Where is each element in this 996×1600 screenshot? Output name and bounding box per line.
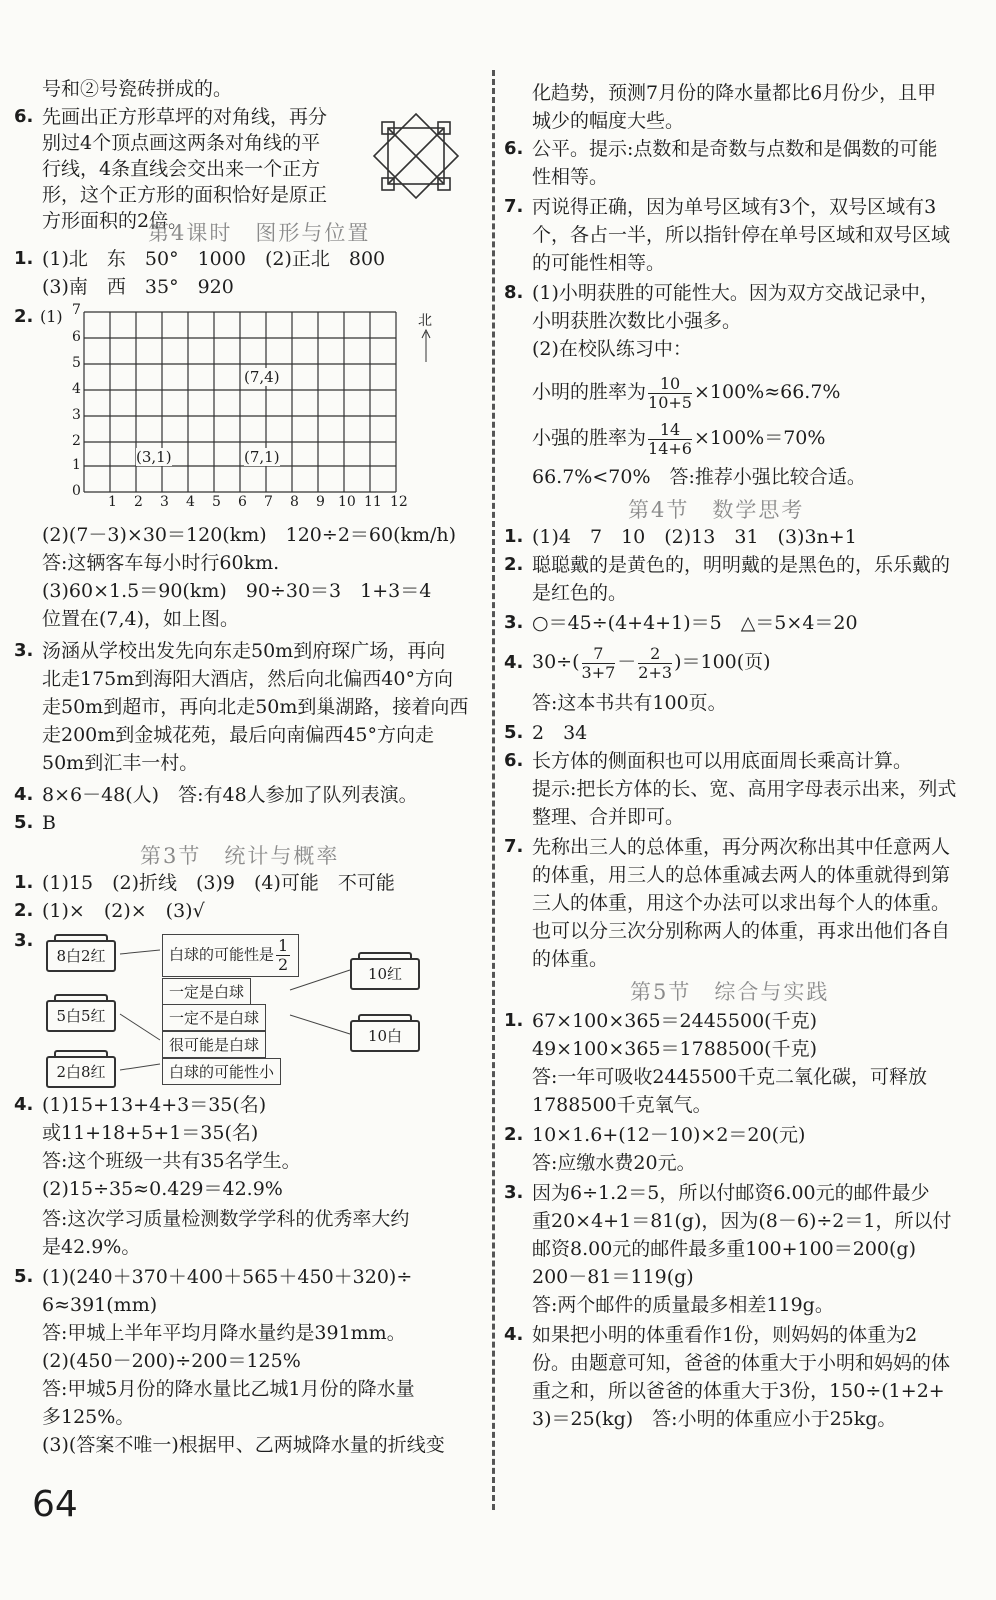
jar-2white-8red: 2白8红 <box>46 1056 116 1088</box>
d7-line: 三人的体重，用这个办法可以求出每个人的体重。 <box>532 892 951 914</box>
d4-post: )＝100(页) <box>674 651 771 673</box>
d3-number: 3. <box>504 612 524 633</box>
x-tick: 6 <box>238 494 247 510</box>
point-label: (3,1) <box>136 448 172 466</box>
heading-section-5: 第5节 综合与实践 <box>630 980 830 1004</box>
x-tick: 11 <box>364 494 382 510</box>
a3-number: 3. <box>14 640 34 661</box>
d7-number: 7. <box>504 836 524 857</box>
a2-line: (2)(7－3)×30＝120(km) 120÷2＝60(km/h) <box>42 524 457 546</box>
x-tick: 1 <box>108 494 117 510</box>
coordinate-grid <box>60 306 450 516</box>
e3-line: 重20×4+1＝81(g)，因为(8－6)÷2＝1，所以付 <box>532 1210 952 1232</box>
b5-line: (1)(240＋370＋400＋565＋450＋320)÷ <box>42 1266 413 1288</box>
y-tick: 4 <box>72 381 81 397</box>
x-tick: 4 <box>186 494 195 510</box>
option-half-text: 白球的可能性是 <box>169 945 275 964</box>
b3-number: 3. <box>14 930 34 951</box>
frac-den: 2 <box>278 955 289 974</box>
frac-num: 2 <box>638 645 672 664</box>
b1-number: 1. <box>14 872 34 893</box>
c8-winrate-qiang <box>532 418 825 458</box>
c8-a-post: ×100%≈66.7% <box>693 381 841 403</box>
heading-section-3: 第3节 统计与概率 <box>140 844 340 868</box>
a5-line: B <box>42 812 56 834</box>
y-tick: 6 <box>72 329 81 345</box>
a2-number: 2. <box>14 306 34 327</box>
y-tick: 0 <box>72 483 81 499</box>
option-half <box>162 934 299 977</box>
frac-num: 1 <box>278 936 289 955</box>
frac-den: 10+5 <box>648 392 692 412</box>
c8-conclusion: 66.7%<70% 答:推荐小强比较合适。 <box>532 466 866 488</box>
a2-label: (1) <box>40 307 63 326</box>
option-certain-white: 一定是白球 <box>162 978 251 1005</box>
a4-number: 4. <box>14 784 34 805</box>
fraction <box>582 645 616 682</box>
e4-line: 如果把小明的体重看作1份，则妈妈的体重为2 <box>532 1324 918 1346</box>
y-tick: 7 <box>72 302 81 318</box>
y-tick: 1 <box>72 457 81 473</box>
e3-line: 答:两个邮件的质量最多相差119g。 <box>532 1294 834 1316</box>
e4-line: 重之和，所以爸爸的体重大于3份，150÷(1+2+ <box>532 1380 945 1402</box>
jar-8white-2red: 8白2红 <box>46 940 116 972</box>
d6-number: 6. <box>504 750 524 771</box>
b4-line: (2)15÷35≈0.429＝42.9% <box>42 1178 283 1200</box>
a3-line: 走50m到超市，再向北走50m到巢湖路，接着向西 <box>42 696 469 718</box>
c7-line: 丙说得正确，因为单号区域有3个，双号区域有3 <box>532 196 937 218</box>
c8-line: (2)在校队练习中： <box>532 338 692 360</box>
d4-pre: 30÷( <box>532 651 580 673</box>
a1-line: (1)北 东 50° 1000 (2)正北 800 <box>42 248 386 270</box>
b4-line: 是42.9%。 <box>42 1236 141 1258</box>
q6-line: 先画出正方形草坪的对角线，再分 <box>42 106 328 128</box>
left-line-1: 号和②号瓷砖拼成的。 <box>42 78 233 100</box>
c8-b-post: ×100%＝70% <box>693 427 826 449</box>
frac-num: 7 <box>582 645 616 664</box>
e2-number: 2. <box>504 1124 524 1145</box>
fraction <box>638 645 672 682</box>
d7-line: 的体重。 <box>532 948 609 970</box>
b5-line: 6≈391(mm) <box>42 1294 158 1316</box>
d6-line: 提示:把长方体的长、宽、高用字母表示出来，列式 <box>532 778 957 800</box>
y-tick: 5 <box>72 355 81 371</box>
c8-winrate-ming <box>532 372 841 412</box>
x-tick: 8 <box>290 494 299 510</box>
page-number: 64 <box>32 1484 78 1525</box>
a1-line: (3)南 西 35° 920 <box>42 276 234 298</box>
frac-den: 14+6 <box>648 438 692 458</box>
d4-answer: 答:这本书共有100页。 <box>532 692 727 714</box>
x-tick: 10 <box>338 494 356 510</box>
d5-number: 5. <box>504 722 524 743</box>
x-tick: 7 <box>264 494 273 510</box>
a3-line: 北走175m到海阳大酒店，然后向北偏西40°方向 <box>42 668 453 690</box>
jar-10red: 10红 <box>350 958 420 990</box>
b5-line: 答:甲城上半年平均月降水量约是391mm。 <box>42 1322 406 1344</box>
a1-number: 1. <box>14 248 34 269</box>
c8-a-text: 小明的胜率为 <box>532 381 647 403</box>
q6-line: 行线，4条直线会交出来一个正方 <box>42 158 321 180</box>
d2-number: 2. <box>504 554 524 575</box>
fraction <box>648 421 692 458</box>
e1-number: 1. <box>504 1010 524 1031</box>
fraction-half <box>276 937 290 974</box>
a2-line: 位置在(7,4)，如上图。 <box>42 608 240 630</box>
e2-line: 答:应缴水费20元。 <box>532 1152 696 1174</box>
d1-line: (1)4 7 10 (2)13 31 (3)3n+1 <box>532 526 857 548</box>
right-line: 城少的幅度大些。 <box>532 110 685 132</box>
fraction <box>648 375 692 412</box>
d7-line: 的体重，用三人的总体重减去两人的体重就得到第 <box>532 864 951 886</box>
x-tick: 9 <box>316 494 325 510</box>
e4-line: 3)＝25(kg) 答:小明的体重应小于25kg。 <box>532 1408 897 1430</box>
d7-line: 先称出三人的总体重，再分两次称出其中任意两人 <box>532 836 951 858</box>
x-tick: 3 <box>160 494 169 510</box>
e2-line: 10×1.6+(12－10)×2＝20(元) <box>532 1124 806 1146</box>
x-tick: 5 <box>212 494 221 510</box>
e3-number: 3. <box>504 1182 524 1203</box>
d2-line: 是红色的。 <box>532 582 628 604</box>
c7-line: 的可能性相等。 <box>532 252 666 274</box>
frac-num: 14 <box>648 421 692 440</box>
q6-number: 6. <box>14 106 34 127</box>
c6-line: 公平。提示:点数和是奇数与点数和是偶数的可能 <box>532 138 938 160</box>
b1-line: (1)15 (2)折线 (3)9 (4)可能 不可能 <box>42 872 395 894</box>
a2-line: 答:这辆客车每小时行60km. <box>42 552 280 574</box>
b5-line: (2)(450－200)÷200＝125% <box>42 1350 301 1372</box>
a3-line: 汤涵从学校出发先向东走50m到府琛广场，再向 <box>42 640 446 662</box>
option-not-white: 一定不是白球 <box>162 1004 266 1031</box>
d6-line: 长方体的侧面积也可以用底面周长乘高计算。 <box>532 750 913 772</box>
b5-line: (3)(答案不唯一)根据甲、乙两城降水量的折线变 <box>42 1434 445 1456</box>
a3-line: 50m到汇丰一村。 <box>42 752 199 774</box>
e3-line: 200－81＝119(g) <box>532 1266 694 1288</box>
q6-line: 别过4个顶点画这两条对角线的平 <box>42 132 321 154</box>
e4-number: 4. <box>504 1324 524 1345</box>
right-line: 化趋势，预测7月份的降水量都比6月份少，且甲 <box>532 82 937 104</box>
q6-line: 方形面积的2倍。 <box>42 210 188 232</box>
b4-number: 4. <box>14 1094 34 1115</box>
c6-number: 6. <box>504 138 524 159</box>
c8-b-text: 小强的胜率为 <box>532 427 647 449</box>
frac-den: 2+3 <box>638 662 673 682</box>
heading-lesson-4: 第4课时 图形与位置 <box>148 221 371 245</box>
e1-line: 49×100×365＝1788500(千克) <box>532 1038 817 1060</box>
d6-line: 整理、合并即可。 <box>532 806 685 828</box>
column-divider <box>492 70 495 1510</box>
a5-number: 5. <box>14 812 34 833</box>
e1-line: 答:一年可吸收2445500千克二氧化碳，可释放 <box>532 1066 928 1088</box>
c7-line: 个，各占一半，所以指针停在单号区域和双号区域 <box>532 224 951 246</box>
e3-line: 因为6÷1.2＝5，所以付邮资6.00元的邮件最少 <box>532 1182 930 1204</box>
d5-line: 2 34 <box>532 722 588 744</box>
e1-line: 1788500千克氧气。 <box>532 1094 712 1116</box>
x-tick: 12 <box>390 494 408 510</box>
point-label: (7,1) <box>244 448 280 466</box>
north-label: 北 <box>418 313 432 329</box>
b5-line: 答:甲城5月份的降水量比乙城1月份的降水量 <box>42 1378 415 1400</box>
d7-line: 也可以分三次分别称两人的体重，再求出他们各自 <box>532 920 951 942</box>
frac-den: 3+7 <box>581 662 616 682</box>
b4-line: (1)15+13+4+3＝35(名) <box>42 1094 267 1116</box>
e3-line: 邮资8.00元的邮件最多重100+100＝200(g) <box>532 1238 917 1260</box>
c7-number: 7. <box>504 196 524 217</box>
y-tick: 2 <box>72 433 81 449</box>
c6-line: 性相等。 <box>532 166 609 188</box>
e4-line: 份。由题意可知，爸爸的体重大于小明和妈妈的体 <box>532 1352 951 1374</box>
e1-line: 67×100×365＝2445500(千克) <box>532 1010 817 1032</box>
d4-number: 4. <box>504 652 524 673</box>
c8-line: (1)小明获胜的可能性大。因为双方交战记录中， <box>532 282 939 304</box>
square-diagonal-diagram <box>368 108 464 204</box>
d3-line: ○＝45÷(4+4+1)＝5 △＝5×4＝20 <box>532 612 858 634</box>
b5-line: 多125%。 <box>42 1406 135 1428</box>
c8-line: 小明获胜次数比小强多。 <box>532 310 742 332</box>
d1-number: 1. <box>504 526 524 547</box>
option-unlikely-white: 白球的可能性小 <box>162 1058 281 1085</box>
d4-mid: － <box>617 651 637 673</box>
b4-line: 答:这个班级一共有35名学生。 <box>42 1150 301 1172</box>
a2-line: (3)60×1.5＝90(km) 90÷30＝3 1+3＝4 <box>42 580 432 602</box>
a4-line: 8×6－48(人) 答:有48人参加了队列表演。 <box>42 784 418 806</box>
d4-expression <box>532 642 771 682</box>
jar-10white: 10白 <box>350 1020 420 1052</box>
d2-line: 聪聪戴的是黄色的，明明戴的是黑色的，乐乐戴的 <box>532 554 951 576</box>
a3-line: 走200m到金城花苑，最后向南偏西45°方向走 <box>42 724 434 746</box>
y-tick: 3 <box>72 407 81 423</box>
x-tick: 2 <box>134 494 143 510</box>
jar-5white-5red: 5白5红 <box>46 1000 116 1032</box>
point-label: (7,4) <box>244 368 280 386</box>
b2-number: 2. <box>14 900 34 921</box>
q6-line: 形，这个正方形的面积恰好是原正 <box>42 184 328 206</box>
b5-number: 5. <box>14 1266 34 1287</box>
heading-section-4: 第4节 数学思考 <box>628 498 805 522</box>
b4-line: 或11+18+5+1＝35(名) <box>42 1122 259 1144</box>
option-likely-white: 很可能是白球 <box>162 1031 266 1058</box>
c8-number: 8. <box>504 282 524 303</box>
b2-line: (1)× (2)× (3)√ <box>42 900 205 922</box>
b4-line: 答:这次学习质量检测数学学科的优秀率大约 <box>42 1208 410 1230</box>
frac-num: 10 <box>648 375 692 394</box>
